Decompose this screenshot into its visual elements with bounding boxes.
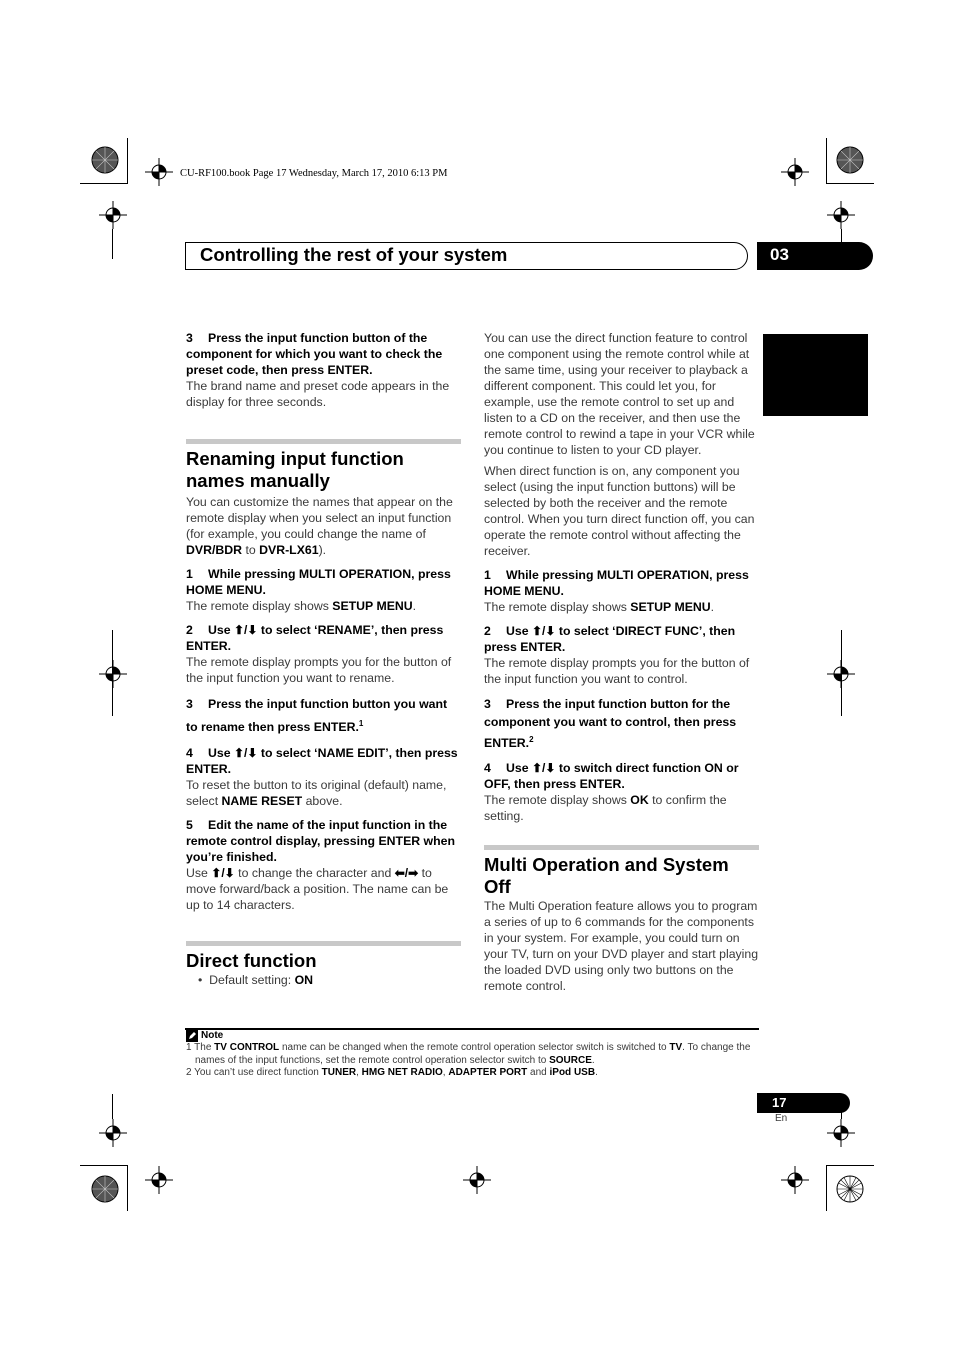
section-heading-direct-function: Direct function	[186, 941, 461, 972]
crosshair-mark-icon	[99, 201, 127, 229]
crop-line	[112, 630, 113, 716]
step-heading: 2 Use ⬆/⬇ to select ‘RENAME’, then press ENTER.	[186, 623, 444, 653]
step-heading: 2 Use ⬆/⬇ to select ‘DIRECT FUNC’, then press ENTER.	[484, 624, 736, 654]
crosshair-mark-icon	[463, 1166, 491, 1194]
step-body: The remote display prompts you for the button of the input function you want to control.	[484, 656, 750, 686]
notes-heading: Note	[186, 1030, 761, 1042]
crosshair-mark-icon	[145, 1166, 173, 1194]
crosshair-mark-icon	[145, 158, 173, 186]
crosshair-mark-icon	[827, 1119, 855, 1147]
step-heading: 5 Edit the name of the input function in the remote control display, pressing ENTER when you’re finished.	[186, 818, 455, 865]
left-column	[186, 330, 461, 988]
crosshair-mark-icon	[827, 201, 855, 229]
step-heading: 3 Press the input function button you want to rename then press ENTER.$^1$	[186, 697, 448, 735]
step-heading: 1 While pressing MULTI OPERATION, press HOME MENU.	[484, 568, 749, 598]
registration-starburst-icon	[836, 1175, 864, 1203]
page-number: 17	[757, 1093, 850, 1113]
crop-line	[826, 138, 827, 184]
step-heading	[186, 330, 461, 378]
crop-line	[826, 183, 874, 184]
footnote-2: 2 You can’t use direct function TUNER, HMG NET RADIO, ADAPTER PORT and iPod USB.	[186, 1066, 598, 1078]
bullet-item: • Default setting: ON	[198, 973, 314, 988]
step-body: The remote display prompts you for the button of the input function you want to rename.	[186, 655, 452, 685]
step-heading: 3 Press the input function button for the component you want to control, then press ENTER.$^2$	[484, 697, 737, 751]
step-heading: 4 Use ⬆/⬇ to select ‘NAME EDIT’, then press ENTER.	[186, 746, 458, 777]
crop-line	[80, 183, 128, 184]
registration-starburst-icon	[91, 146, 119, 174]
crop-line	[127, 138, 128, 184]
step-body: The remote display shows SETUP MENU.	[186, 599, 417, 613]
notes-section	[186, 1030, 761, 1079]
up-down-arrows-icon: ⬆/⬇	[531, 624, 556, 638]
language-tab	[763, 334, 868, 416]
step-number: 3	[186, 331, 193, 345]
crosshair-mark-icon	[781, 158, 809, 186]
chapter-title: Controlling the rest of your system	[200, 244, 508, 265]
crop-line	[127, 1165, 128, 1211]
crop-line	[112, 229, 113, 259]
section-heading-renaming: Renaming input function names manually	[186, 439, 461, 492]
section-heading-multi-operation: Multi Operation and System Off	[484, 845, 759, 898]
section-intro: You can customize the names that appear on the remote display when you select an input function (for example, you could change the name of DVR/BDR to DVR-LX61).	[186, 495, 453, 557]
crosshair-mark-icon	[99, 660, 127, 688]
page-language: En	[775, 1113, 788, 1124]
crop-line	[841, 630, 842, 716]
chapter-number: 03	[757, 242, 873, 270]
up-down-arrows-icon: ⬆/⬇	[211, 866, 235, 881]
right-column	[484, 330, 759, 994]
up-down-arrows-icon: ⬆/⬇	[233, 623, 258, 637]
step-body: The remote display shows OK to confirm the setting.	[484, 793, 727, 824]
step-heading: 4 Use ⬆/⬇ to switch direct function ON or OFF, then press ENTER.	[484, 761, 739, 792]
step-body: The remote display shows SETUP MENU.	[484, 600, 715, 614]
crop-line	[80, 1165, 128, 1166]
paragraph: The Multi Operation feature allows you to program a series of up to 6 commands for the components in your system. For example, you could turn on your TV, turn on your DVD player and start playing the loaded DVD using only two buttons on the remote control.	[484, 899, 759, 994]
paragraph: You can use the direct function feature to control one component using the remote control while at the same time, using your receiver to playback a different component. This could let you, for example, use the remote control to set up and listen to a CD on the receiver, and then use the remote control to rewind a tape in your VCR while you continue to listen to your CD player.	[484, 331, 755, 457]
footnote-1: 1 The TV CONTROL name can be changed when the remote control operation selector switch is switched to TV. To change the names of the input functions, set the remote control operation selector switch to SOURCE.	[186, 1042, 751, 1066]
note-pencil-icon	[186, 1030, 198, 1042]
step-heading: 1 While pressing MULTI OPERATION, press HOME MENU.	[186, 567, 451, 597]
step-text: Press the input function button of the component for which you want to check the preset code, then press ENTER.	[186, 331, 443, 377]
up-down-arrows-icon: ⬆/⬇	[233, 746, 258, 761]
registration-starburst-icon	[836, 146, 864, 174]
step-body: Use ⬆/⬇ to change the character and ⬅/➡ to move forward/back a position. The name can be up to 14 characters.	[186, 866, 449, 913]
crop-line	[826, 1165, 874, 1166]
language-tab-label: English	[741, 362, 758, 417]
step-body: To reset the button to its original (default) name, select NAME RESET above.	[186, 778, 447, 809]
left-right-arrows-icon: ⬅/➡	[394, 866, 419, 881]
step-body: The brand name and preset code appears in the display for three seconds.	[186, 379, 450, 409]
crosshair-mark-icon	[781, 1166, 809, 1194]
footnote-ref: 2	[529, 735, 534, 744]
paragraph: When direct function is on, any component you select (using the input function buttons) will be selected by both the receiver and the remote control. When you turn direct function off, you can operate the remote control without affecting the receiver.	[484, 464, 755, 558]
crop-line	[112, 1094, 113, 1119]
footnote-ref: 1	[358, 719, 364, 728]
print-info: CU-RF100.book Page 17 Wednesday, March 17, 2010 6:13 PM	[180, 168, 448, 179]
up-down-arrows-icon: ⬆/⬇	[531, 761, 556, 776]
crosshair-mark-icon	[99, 1119, 127, 1147]
crop-line	[826, 1165, 827, 1211]
registration-starburst-icon	[91, 1175, 119, 1203]
